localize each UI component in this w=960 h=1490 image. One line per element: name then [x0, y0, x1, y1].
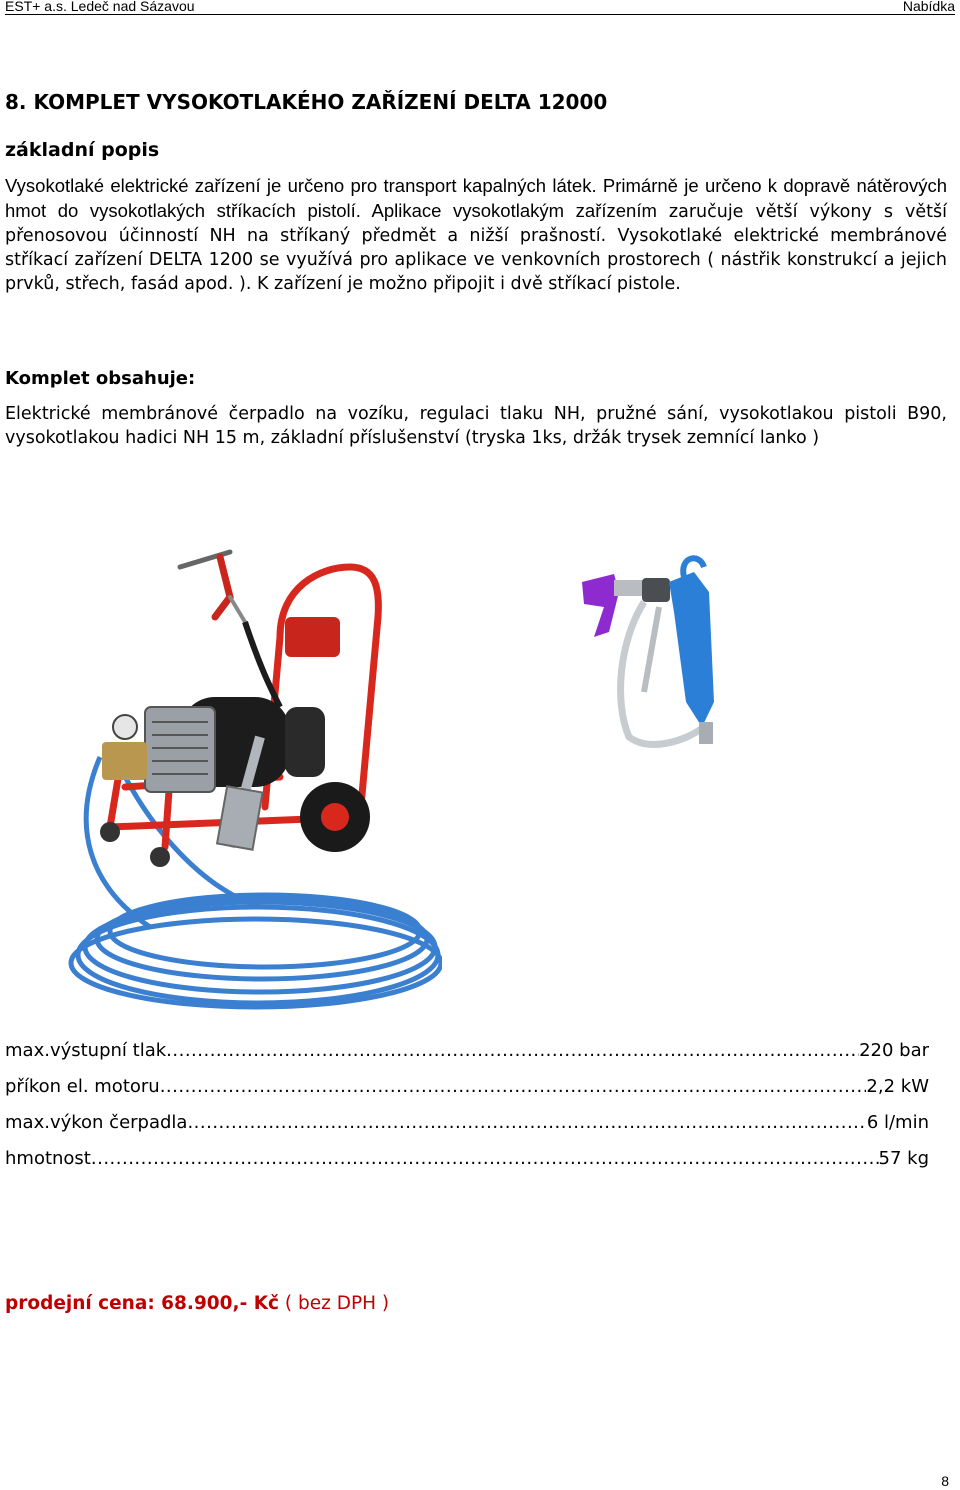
gun-body [669, 572, 714, 727]
section-title: 8. KOMPLET VYSOKOTLAKÉHO ZAŘÍZENÍ DELTA 12000 [5, 90, 608, 114]
pressure-gauge [102, 715, 147, 780]
pump-cart-image [30, 527, 442, 1010]
hose-connector [699, 722, 713, 744]
spec-row [5, 1072, 929, 1108]
spec-label: max.výkon čerpadla [5, 1112, 188, 1133]
trigger [644, 607, 659, 692]
price-label: prodejní cena: 68.900,- Kč [5, 1293, 280, 1314]
technical-specs [5, 1036, 929, 1180]
subsection-title: základní popis [5, 139, 160, 161]
description-part1: Vysokotlaké elektrické zařízení je určeno pro transport kapalných látek. Primárně je určeno k dopravě nátěrových hmot do vysokotlakých stříkacích pistolí. Aplikace vysokotlakým zařízením [5, 175, 947, 221]
pump-housing [145, 707, 215, 792]
leader-dots [187, 1108, 866, 1138]
sale-price [5, 1292, 389, 1316]
page-number: 8 [941, 1473, 949, 1489]
contents-text: Elektrické membránové čerpadlo na vozíku, regulaci tlaku NH, pružné sání, vysokotlakou pistoli B90, vysokotlakou hadici NH 15 m, základní příslušenství (tryska 1ks, držák trysek zemnící lanko ) [5, 404, 947, 448]
spec-value: 6 l/min [866, 1112, 929, 1133]
spec-label: příkon el. motoru [5, 1076, 160, 1097]
spray-gun-small [180, 552, 245, 622]
spec-value: 57 kg [878, 1148, 929, 1169]
page-header [5, 0, 955, 15]
suction-filter [217, 786, 263, 849]
nozzle-tip [614, 580, 644, 596]
spec-value: 220 bar [859, 1040, 929, 1061]
leader-dots [160, 1072, 867, 1102]
spec-label: hmotnost [5, 1148, 91, 1169]
spec-row [5, 1036, 929, 1072]
spec-value: 2,2 kW [866, 1076, 929, 1097]
leader-dots [166, 1036, 859, 1066]
description-paragraph [5, 174, 947, 296]
document-type: Nabídka [902, 0, 955, 14]
company-name: EST+ a.s. Ledeč nad Sázavou [5, 0, 195, 14]
nozzle-guard [582, 574, 619, 637]
cart-wheel [300, 782, 370, 852]
spec-label: max.výstupní tlak [5, 1040, 167, 1061]
gun-head [642, 578, 670, 602]
contents-heading: Komplet obsahuje: [5, 368, 196, 389]
spec-row [5, 1144, 929, 1180]
description-part2: zaručuje větší výkony s větší přenosovou účinností NH na stříkaný předmět a nižší prašností. Vysokotlaké elektrické membránové stříkací zařízení DELTA 1200 se využívá pro aplikace ve venkovních prostorech ( nástřik konstrukcí a jejich prvků, střech, fasád apod. ). K zařízení je možno připojit i dvě stříkací pistole. [5, 202, 947, 294]
spec-row [5, 1108, 929, 1144]
spray-gun-image [574, 552, 766, 774]
leader-dots [91, 1144, 879, 1174]
price-note: ( bez DPH ) [284, 1293, 390, 1314]
control-box [285, 617, 340, 657]
